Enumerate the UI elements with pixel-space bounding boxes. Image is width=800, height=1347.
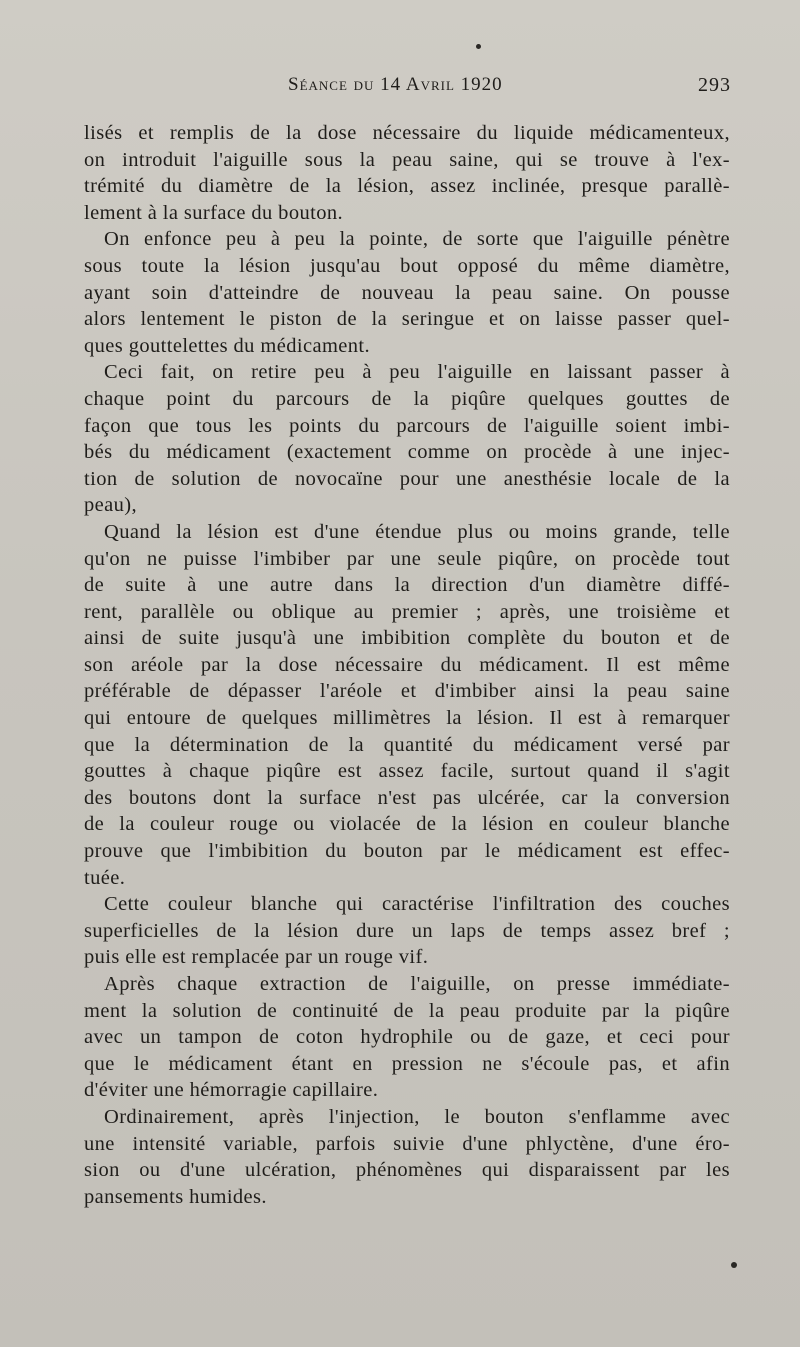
text-line: d'éviter une hémorragie capillaire. [84, 1079, 379, 1102]
text-line: puis elle est remplacée par un rouge vif. [84, 946, 429, 969]
text-line: que la détermination de la quantité du médicament versé par [84, 733, 730, 756]
text-line: préférable de dépasser l'aréole et d'imbiber ainsi la peau saine [84, 680, 730, 703]
text-line: son aréole par la dose nécessaire du médicament. Il est même [84, 653, 730, 676]
text-line: rent, parallèle ou oblique au premier ; après, une troisième et [84, 600, 730, 623]
text-line: tion de solution de novocaïne pour une anesthésie locale de la [84, 467, 730, 490]
text-line: lisés et remplis de la dose nécessaire du liquide médicamenteux, [84, 122, 730, 144]
text-line: qui entoure de quelques millimètres la lésion. Il est à remarquer [84, 707, 730, 730]
text-line: des boutons dont la surface n'est pas ulcérée, car la conversion [84, 786, 730, 809]
text-line: ayant soin d'atteindre de nouveau la peau saine. On pousse [84, 281, 730, 304]
text-line: chaque point du parcours de la piqûre quelques gouttes de [84, 387, 730, 410]
text-line: Ceci fait, on retire peu à peu l'aiguille en laissant passer à [104, 361, 730, 384]
text-line: Quand la lésion est d'une étendue plus ou moins grande, telle [104, 520, 730, 543]
ink-speck [476, 44, 481, 49]
text-line: trémité du diamètre de la lésion, assez inclinée, presque parallè- [84, 175, 730, 198]
text-line: sous toute la lésion jusqu'au bout opposé du même diamètre, [84, 254, 730, 277]
text-line: une intensité variable, parfois suivie d'une phlyctène, d'une éro- [84, 1132, 730, 1155]
text-line: Ordinairement, après l'injection, le bouton s'enflamme avec [104, 1105, 730, 1128]
text-line: qu'on ne puisse l'imbiber par une seule piqûre, on procède tout [84, 547, 730, 570]
text-line: alors lentement le piston de la seringue et on laisse passer quel- [84, 308, 730, 331]
text-line: de suite à une autre dans la direction d'un diamètre diffé- [84, 574, 730, 597]
text-line: lement à la surface du bouton. [84, 201, 344, 224]
text-line: ment la solution de continuité de la peau produite par la piqûre [84, 999, 730, 1022]
text-line: prouve que l'imbibition du bouton par le médicament est effec- [84, 840, 730, 863]
text-line: gouttes à chaque piqûre est assez facile, surtout quand il s'agit [84, 760, 730, 783]
text-line: on introduit l'aiguille sous la peau saine, qui se trouve à l'ex- [84, 148, 730, 171]
text-line: On enfonce peu à peu la pointe, de sorte que l'aiguille pénètre [104, 228, 730, 251]
body-text [84, 120, 730, 1210]
ink-speck [731, 1262, 737, 1268]
text-line: façon que tous les points du parcours de l'aiguille soient imbi- [84, 414, 730, 437]
text-line: ques gouttelettes du médicament. [84, 334, 371, 357]
text-line: superficielles de la lésion dure un laps de temps assez bref ; [84, 919, 730, 942]
text-line: peau), [84, 494, 138, 517]
text-line: tuée. [84, 866, 126, 889]
text-line: de la couleur rouge ou violacée de la lésion en couleur blanche [84, 813, 730, 836]
text-line: pansements humides. [84, 1185, 267, 1208]
text-line: ainsi de suite jusqu'à une imbibition complète du bouton et de [84, 627, 730, 650]
page-header [0, 74, 800, 108]
text-line: bés du médicament (exactement comme on procède à une injec- [84, 441, 730, 464]
page-number: 293 [698, 74, 731, 96]
text-line: Après chaque extraction de l'aiguille, on presse immédiate- [104, 973, 730, 995]
text-line: avec un tampon de coton hydrophile ou de gaze, et ceci pour [84, 1026, 730, 1049]
text-line: sion ou d'une ulcération, phénomènes qui disparaissent par les [84, 1159, 730, 1182]
running-head: Séance du 14 Avril 1920 [288, 74, 503, 95]
text-line: Cette couleur blanche qui caractérise l'infiltration des couches [104, 893, 730, 916]
text-line: que le médicament étant en pression ne s'écoule pas, et afin [84, 1052, 730, 1075]
